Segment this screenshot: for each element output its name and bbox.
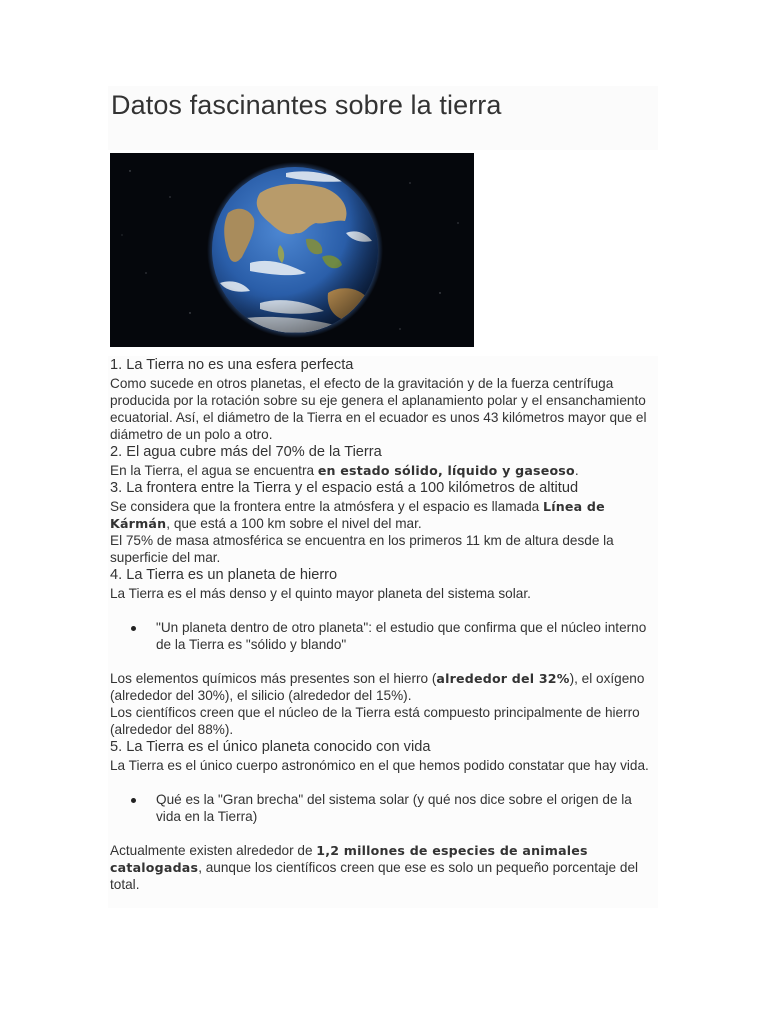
section-2-paragraph: En la Tierra, el agua se encuentra en estado sólido, líquido y gaseoso. [110, 463, 579, 478]
section-1-paragraph: Como sucede en otros planetas, el efecto de la gravitación y de la fuerza centrífuga producida por la rotación sobre su eje genera el aplanamiento polar y el ensanchamiento ecuatorial. Así, el diámetro de la Tierra en el ecuador es unos 43 kilómetros mayor que el diámetro de un polo a otro. [110, 376, 647, 442]
title-block [108, 86, 658, 150]
bold-text: Línea de Kármán [110, 499, 605, 531]
section-5-paragraph-1: La Tierra es el único cuerpo astronómico en el que hemos podido constatar que hay vida. [110, 758, 649, 773]
section-1-heading: 1. La Tierra no es una esfera perfecta [110, 357, 354, 373]
section-3-heading: 3. La frontera entre la Tierra y el espacio está a 100 kilómetros de altitud [110, 480, 579, 496]
earth-globe-graphic [110, 153, 474, 347]
bullet-icon [131, 626, 136, 631]
related-link-list [110, 619, 658, 653]
article-body [108, 356, 658, 908]
bold-text: 1,2 millones de especies de animales catalogadas [110, 843, 588, 875]
section-4-paragraph-2: Los elementos químicos más presentes son el hierro (alrededor del 32%), el oxígeno (alrededor del 30%), el silicio (alrededor del 15%). [110, 671, 645, 703]
section-3-paragraph-1: Se considera que la frontera entre la atmósfera y el espacio es llamada Línea de Kármán, que está a 100 km sobre el nivel del mar. [110, 499, 605, 531]
section-4-paragraph-3: Los científicos creen que el núcleo de la Tierra está compuesto principalmente de hierro (alrededor del 88%). [110, 705, 640, 737]
section-4-paragraph-1: La Tierra es el más denso y el quinto mayor planeta del sistema solar. [110, 586, 531, 601]
related-link-list [110, 791, 658, 825]
page-title: Datos fascinantes sobre la tierra [111, 90, 502, 120]
earth-image [110, 153, 474, 347]
related-link-item[interactable]: "Un planeta dentro de otro planeta": el estudio que confirma que el núcleo interno de la Tierra es "sólido y blando" [110, 619, 658, 653]
section-3-paragraph-2: El 75% de masa atmosférica se encuentra en los primeros 11 km de altura desde la superficie del mar. [110, 533, 614, 565]
section-4-heading: 4. La Tierra es un planeta de hierro [110, 567, 338, 583]
section-5-heading: 5. La Tierra es el único planeta conocido con vida [110, 739, 431, 755]
section-5-paragraph-2: Actualmente existen alrededor de 1,2 millones de especies de animales catalogadas, aunque los científicos creen que ese es solo un pequeño porcentaje del total. [110, 843, 639, 892]
related-link-item[interactable]: Qué es la "Gran brecha" del sistema solar (y qué nos dice sobre el origen de la vida en la Tierra) [110, 791, 658, 825]
section-2-heading: 2. El agua cubre más del 70% de la Tierra [110, 444, 382, 460]
bullet-icon [131, 798, 136, 803]
bold-text: en estado sólido, líquido y gaseoso [317, 463, 575, 478]
bold-text: alrededor del 32% [436, 671, 570, 686]
